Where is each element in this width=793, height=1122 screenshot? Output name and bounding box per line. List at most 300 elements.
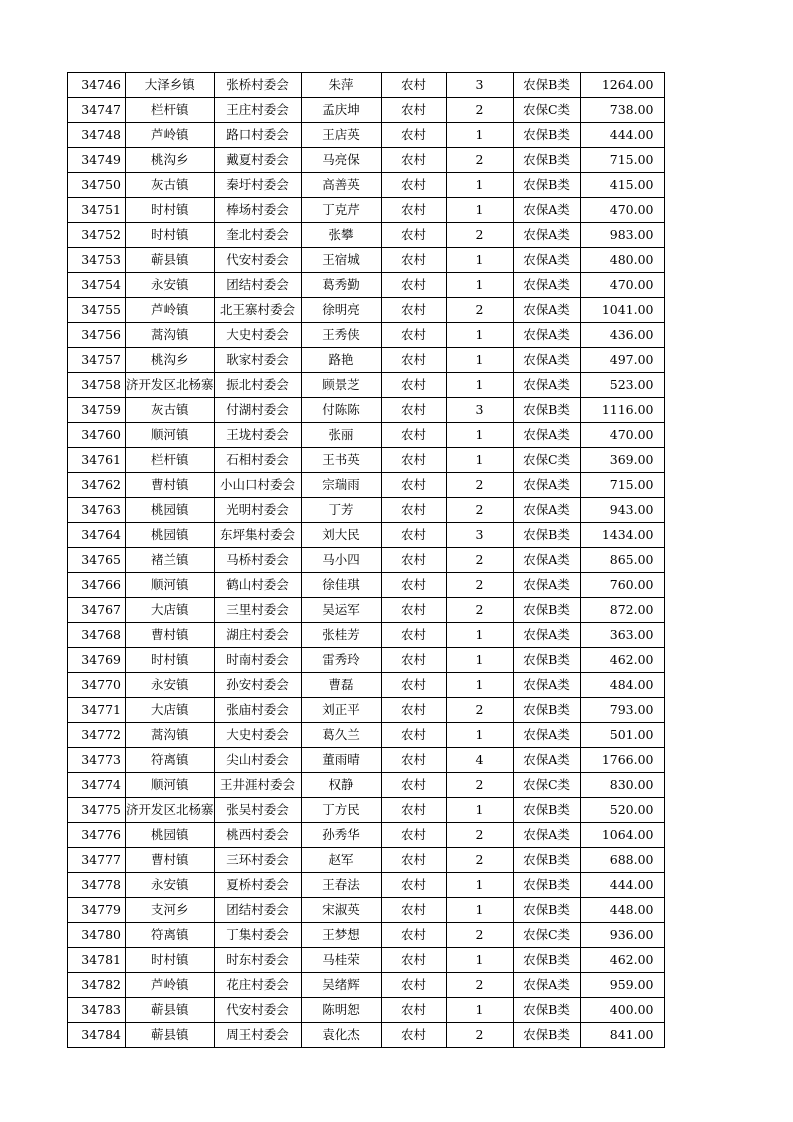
town-cell: 栏杆镇	[126, 98, 215, 123]
amount-cell: 520.00	[580, 798, 664, 823]
household-count-cell: 1	[446, 998, 513, 1023]
town-cell: 大店镇	[126, 598, 215, 623]
household-count-cell: 1	[446, 273, 513, 298]
household-count-cell: 2	[446, 98, 513, 123]
insurance-category-cell: 农保A类	[513, 723, 580, 748]
village-committee-cell: 尖山村委会	[214, 748, 301, 773]
town-cell: 顺河镇	[126, 573, 215, 598]
record-id-cell: 34769	[68, 648, 126, 673]
amount-cell: 497.00	[580, 348, 664, 373]
village-committee-cell: 马桥村委会	[214, 548, 301, 573]
record-id-cell: 34759	[68, 398, 126, 423]
household-type-cell: 农村	[381, 823, 446, 848]
table-row	[68, 348, 665, 373]
town-cell: 永安镇	[126, 873, 215, 898]
insurance-category-cell: 农保B类	[513, 173, 580, 198]
insurance-category-cell: 农保B类	[513, 898, 580, 923]
person-name-cell: 宗瑞雨	[301, 473, 381, 498]
town-cell: 曹村镇	[126, 473, 215, 498]
amount-cell: 830.00	[580, 773, 664, 798]
table-row	[68, 273, 665, 298]
household-type-cell: 农村	[381, 673, 446, 698]
household-count-cell: 1	[446, 948, 513, 973]
village-committee-cell: 小山口村委会	[214, 473, 301, 498]
amount-cell: 738.00	[580, 98, 664, 123]
table-row	[68, 723, 665, 748]
village-committee-cell: 大史村委会	[214, 723, 301, 748]
record-id-cell: 34761	[68, 448, 126, 473]
village-committee-cell: 花庄村委会	[214, 973, 301, 998]
household-type-cell: 农村	[381, 798, 446, 823]
town-cell: 桃沟乡	[126, 348, 215, 373]
record-id-cell: 34753	[68, 248, 126, 273]
record-id-cell: 34757	[68, 348, 126, 373]
table-row	[68, 873, 665, 898]
village-committee-cell: 石相村委会	[214, 448, 301, 473]
town-cell: 顺河镇	[126, 773, 215, 798]
table-row	[68, 298, 665, 323]
household-type-cell: 农村	[381, 898, 446, 923]
amount-cell: 943.00	[580, 498, 664, 523]
household-type-cell: 农村	[381, 748, 446, 773]
village-committee-cell: 耿家村委会	[214, 348, 301, 373]
village-committee-cell: 张庙村委会	[214, 698, 301, 723]
household-count-cell: 2	[446, 598, 513, 623]
household-type-cell: 农村	[381, 723, 446, 748]
village-committee-cell: 东坪集村委会	[214, 523, 301, 548]
table-row	[68, 523, 665, 548]
record-id-cell: 34755	[68, 298, 126, 323]
insurance-category-cell: 农保A类	[513, 573, 580, 598]
household-type-cell: 农村	[381, 273, 446, 298]
table-row	[68, 898, 665, 923]
person-name-cell: 丁克芹	[301, 198, 381, 223]
village-committee-cell: 王井涯村委会	[214, 773, 301, 798]
household-count-cell: 2	[446, 823, 513, 848]
insurance-category-cell: 农保B类	[513, 148, 580, 173]
record-id-cell: 34756	[68, 323, 126, 348]
table-row	[68, 123, 665, 148]
record-id-cell: 34750	[68, 173, 126, 198]
household-type-cell: 农村	[381, 548, 446, 573]
person-name-cell: 马桂荣	[301, 948, 381, 973]
household-count-cell: 2	[446, 473, 513, 498]
insurance-category-cell: 农保A类	[513, 298, 580, 323]
amount-cell: 1264.00	[580, 73, 664, 98]
town-cell: 顺河镇	[126, 423, 215, 448]
town-cell: 时村镇	[126, 198, 215, 223]
village-committee-cell: 丁集村委会	[214, 923, 301, 948]
amount-cell: 872.00	[580, 598, 664, 623]
household-type-cell: 农村	[381, 398, 446, 423]
household-count-cell: 1	[446, 448, 513, 473]
insurance-category-cell: 农保B类	[513, 698, 580, 723]
town-cell: 曹村镇	[126, 623, 215, 648]
town-cell: 符离镇	[126, 748, 215, 773]
household-count-cell: 3	[446, 73, 513, 98]
table-row	[68, 1023, 665, 1048]
household-count-cell: 1	[446, 673, 513, 698]
household-type-cell: 农村	[381, 698, 446, 723]
person-name-cell: 雷秀玲	[301, 648, 381, 673]
person-name-cell: 朱萍	[301, 73, 381, 98]
insurance-category-cell: 农保A类	[513, 973, 580, 998]
village-committee-cell: 振北村委会	[214, 373, 301, 398]
person-name-cell: 吴绪辉	[301, 973, 381, 998]
amount-cell: 470.00	[580, 273, 664, 298]
table-body	[68, 73, 665, 1048]
village-committee-cell: 王庄村委会	[214, 98, 301, 123]
town-cell: 大店镇	[126, 698, 215, 723]
town-cell: 蕲县镇	[126, 1023, 215, 1048]
record-id-cell: 34783	[68, 998, 126, 1023]
table-row	[68, 498, 665, 523]
household-count-cell: 2	[446, 573, 513, 598]
household-type-cell: 农村	[381, 98, 446, 123]
table-row	[68, 798, 665, 823]
record-id-cell: 34749	[68, 148, 126, 173]
person-name-cell: 王店英	[301, 123, 381, 148]
table-row	[68, 198, 665, 223]
insurance-category-cell: 农保B类	[513, 998, 580, 1023]
record-id-cell: 34760	[68, 423, 126, 448]
household-count-cell: 1	[446, 348, 513, 373]
village-committee-cell: 秦圩村委会	[214, 173, 301, 198]
village-committee-cell: 北王寨村委会	[214, 298, 301, 323]
person-name-cell: 徐佳琪	[301, 573, 381, 598]
amount-cell: 436.00	[580, 323, 664, 348]
household-count-cell: 1	[446, 173, 513, 198]
household-count-cell: 4	[446, 748, 513, 773]
village-committee-cell: 三里村委会	[214, 598, 301, 623]
person-name-cell: 付陈陈	[301, 398, 381, 423]
table-row	[68, 748, 665, 773]
household-type-cell: 农村	[381, 573, 446, 598]
amount-cell: 400.00	[580, 998, 664, 1023]
insurance-category-cell: 农保B类	[513, 123, 580, 148]
person-name-cell: 葛久兰	[301, 723, 381, 748]
village-committee-cell: 代安村委会	[214, 248, 301, 273]
person-name-cell: 孟庆坤	[301, 98, 381, 123]
amount-cell: 369.00	[580, 448, 664, 473]
household-count-cell: 1	[446, 198, 513, 223]
household-count-cell: 1	[446, 873, 513, 898]
household-count-cell: 1	[446, 798, 513, 823]
amount-cell: 480.00	[580, 248, 664, 273]
table-row	[68, 223, 665, 248]
amount-cell: 1064.00	[580, 823, 664, 848]
table-row	[68, 948, 665, 973]
town-cell: 曹村镇	[126, 848, 215, 873]
record-id-cell: 34780	[68, 923, 126, 948]
household-count-cell: 1	[446, 648, 513, 673]
person-name-cell: 王春法	[301, 873, 381, 898]
insurance-category-cell: 农保C类	[513, 448, 580, 473]
record-id-cell: 34770	[68, 673, 126, 698]
person-name-cell: 袁化杰	[301, 1023, 381, 1048]
table-row	[68, 998, 665, 1023]
insurance-category-cell: 农保B类	[513, 848, 580, 873]
household-type-cell: 农村	[381, 973, 446, 998]
record-id-cell: 34771	[68, 698, 126, 723]
household-count-cell: 2	[446, 1023, 513, 1048]
amount-cell: 363.00	[580, 623, 664, 648]
insurance-category-cell: 农保A类	[513, 248, 580, 273]
record-id-cell: 34775	[68, 798, 126, 823]
record-id-cell: 34781	[68, 948, 126, 973]
table-row	[68, 548, 665, 573]
insurance-category-cell: 农保A类	[513, 673, 580, 698]
table-row	[68, 673, 665, 698]
insurance-category-cell: 农保B类	[513, 948, 580, 973]
person-name-cell: 丁方民	[301, 798, 381, 823]
household-count-cell: 1	[446, 323, 513, 348]
household-type-cell: 农村	[381, 598, 446, 623]
amount-cell: 1041.00	[580, 298, 664, 323]
table-row	[68, 648, 665, 673]
household-count-cell: 2	[446, 848, 513, 873]
town-cell: 栏杆镇	[126, 448, 215, 473]
record-id-cell: 34748	[68, 123, 126, 148]
village-committee-cell: 周王村委会	[214, 1023, 301, 1048]
insurance-category-cell: 农保A类	[513, 198, 580, 223]
town-cell: 时村镇	[126, 223, 215, 248]
amount-cell: 983.00	[580, 223, 664, 248]
record-id-cell: 34762	[68, 473, 126, 498]
town-cell: 时村镇	[126, 648, 215, 673]
town-cell: 蒿沟镇	[126, 323, 215, 348]
table-row	[68, 923, 665, 948]
amount-cell: 444.00	[580, 123, 664, 148]
insurance-category-cell: 农保A类	[513, 223, 580, 248]
insurance-category-cell: 农保A类	[513, 548, 580, 573]
household-type-cell: 农村	[381, 648, 446, 673]
household-count-cell: 1	[446, 623, 513, 648]
amount-cell: 448.00	[580, 898, 664, 923]
person-name-cell: 刘大民	[301, 523, 381, 548]
person-name-cell: 王秀侠	[301, 323, 381, 348]
person-name-cell: 路艳	[301, 348, 381, 373]
household-count-cell: 2	[446, 148, 513, 173]
household-type-cell: 农村	[381, 998, 446, 1023]
household-type-cell: 农村	[381, 623, 446, 648]
person-name-cell: 马小四	[301, 548, 381, 573]
amount-cell: 715.00	[580, 473, 664, 498]
person-name-cell: 权静	[301, 773, 381, 798]
person-name-cell: 葛秀勤	[301, 273, 381, 298]
insurance-category-cell: 农保A类	[513, 623, 580, 648]
person-name-cell: 丁芳	[301, 498, 381, 523]
amount-cell: 462.00	[580, 648, 664, 673]
town-cell: 桃园镇	[126, 498, 215, 523]
household-count-cell: 2	[446, 548, 513, 573]
table-row	[68, 98, 665, 123]
village-committee-cell: 光明村委会	[214, 498, 301, 523]
insurance-category-cell: 农保C类	[513, 773, 580, 798]
amount-cell: 1116.00	[580, 398, 664, 423]
insurance-category-cell: 农保A类	[513, 348, 580, 373]
household-count-cell: 3	[446, 523, 513, 548]
household-type-cell: 农村	[381, 923, 446, 948]
insurance-category-cell: 农保B类	[513, 798, 580, 823]
amount-cell: 841.00	[580, 1023, 664, 1048]
amount-cell: 501.00	[580, 723, 664, 748]
record-id-cell: 34768	[68, 623, 126, 648]
household-count-cell: 2	[446, 923, 513, 948]
amount-cell: 793.00	[580, 698, 664, 723]
insurance-category-cell: 农保A类	[513, 373, 580, 398]
record-id-cell: 34746	[68, 73, 126, 98]
village-committee-cell: 张吴村委会	[214, 798, 301, 823]
table-row	[68, 473, 665, 498]
town-cell: 蕲县镇	[126, 248, 215, 273]
amount-cell: 484.00	[580, 673, 664, 698]
data-table	[67, 72, 665, 1048]
town-cell: 支河乡	[126, 898, 215, 923]
record-id-cell: 34782	[68, 973, 126, 998]
table-row	[68, 773, 665, 798]
insurance-category-cell: 农保A类	[513, 748, 580, 773]
household-type-cell: 农村	[381, 498, 446, 523]
insurance-category-cell: 农保A类	[513, 823, 580, 848]
village-committee-cell: 路口村委会	[214, 123, 301, 148]
record-id-cell: 34774	[68, 773, 126, 798]
village-committee-cell: 王垅村委会	[214, 423, 301, 448]
amount-cell: 936.00	[580, 923, 664, 948]
village-committee-cell: 团结村委会	[214, 273, 301, 298]
record-id-cell: 34778	[68, 873, 126, 898]
table-row	[68, 848, 665, 873]
person-name-cell: 徐明亮	[301, 298, 381, 323]
town-cell: 灰古镇	[126, 398, 215, 423]
person-name-cell: 刘正平	[301, 698, 381, 723]
household-count-cell: 1	[446, 423, 513, 448]
village-committee-cell: 三环村委会	[214, 848, 301, 873]
insurance-category-cell: 农保B类	[513, 873, 580, 898]
record-id-cell: 34773	[68, 748, 126, 773]
town-cell: 大泽乡镇	[126, 73, 215, 98]
amount-cell: 959.00	[580, 973, 664, 998]
household-type-cell: 农村	[381, 348, 446, 373]
household-count-cell: 2	[446, 498, 513, 523]
village-committee-cell: 大史村委会	[214, 323, 301, 348]
insurance-category-cell: 农保B类	[513, 1023, 580, 1048]
record-id-cell: 34765	[68, 548, 126, 573]
household-type-cell: 农村	[381, 1023, 446, 1048]
town-cell: 芦岭镇	[126, 298, 215, 323]
record-id-cell: 34779	[68, 898, 126, 923]
household-count-cell: 1	[446, 248, 513, 273]
record-id-cell: 34777	[68, 848, 126, 873]
amount-cell: 415.00	[580, 173, 664, 198]
household-type-cell: 农村	[381, 373, 446, 398]
person-name-cell: 董雨晴	[301, 748, 381, 773]
household-count-cell: 1	[446, 723, 513, 748]
town-cell: 芦岭镇	[126, 123, 215, 148]
village-committee-cell: 付湖村委会	[214, 398, 301, 423]
record-id-cell: 34764	[68, 523, 126, 548]
record-id-cell: 34767	[68, 598, 126, 623]
insurance-category-cell: 农保A类	[513, 323, 580, 348]
amount-cell: 1434.00	[580, 523, 664, 548]
table-row	[68, 423, 665, 448]
insurance-category-cell: 农保A类	[513, 273, 580, 298]
household-type-cell: 农村	[381, 523, 446, 548]
town-cell: 桃园镇	[126, 823, 215, 848]
village-committee-cell: 桃西村委会	[214, 823, 301, 848]
table-row	[68, 623, 665, 648]
household-type-cell: 农村	[381, 448, 446, 473]
household-count-cell: 2	[446, 773, 513, 798]
amount-cell: 470.00	[580, 198, 664, 223]
amount-cell: 865.00	[580, 548, 664, 573]
household-type-cell: 农村	[381, 198, 446, 223]
town-cell: 蒿沟镇	[126, 723, 215, 748]
person-name-cell: 吴运军	[301, 598, 381, 623]
town-cell: 济开发区北杨寨	[126, 373, 215, 398]
person-name-cell: 宋淑英	[301, 898, 381, 923]
person-name-cell: 曹磊	[301, 673, 381, 698]
town-cell: 桃沟乡	[126, 148, 215, 173]
insurance-category-cell: 农保B类	[513, 398, 580, 423]
insurance-category-cell: 农保B类	[513, 598, 580, 623]
person-name-cell: 马亮保	[301, 148, 381, 173]
household-type-cell: 农村	[381, 123, 446, 148]
household-count-cell: 1	[446, 898, 513, 923]
village-committee-cell: 奎北村委会	[214, 223, 301, 248]
record-id-cell: 34754	[68, 273, 126, 298]
person-name-cell: 王书英	[301, 448, 381, 473]
record-id-cell: 34747	[68, 98, 126, 123]
village-committee-cell: 鹤山村委会	[214, 573, 301, 598]
table-row	[68, 573, 665, 598]
table-row	[68, 173, 665, 198]
town-cell: 蕲县镇	[126, 998, 215, 1023]
person-name-cell: 张丽	[301, 423, 381, 448]
table-row	[68, 598, 665, 623]
village-committee-cell: 湖庄村委会	[214, 623, 301, 648]
household-count-cell: 3	[446, 398, 513, 423]
table-row	[68, 73, 665, 98]
household-type-cell: 农村	[381, 473, 446, 498]
village-committee-cell: 孙安村委会	[214, 673, 301, 698]
table-row	[68, 973, 665, 998]
household-type-cell: 农村	[381, 148, 446, 173]
table-row	[68, 398, 665, 423]
household-type-cell: 农村	[381, 248, 446, 273]
household-count-cell: 2	[446, 973, 513, 998]
household-count-cell: 1	[446, 373, 513, 398]
village-committee-cell: 夏桥村委会	[214, 873, 301, 898]
insurance-category-cell: 农保A类	[513, 498, 580, 523]
town-cell: 永安镇	[126, 673, 215, 698]
insurance-category-cell: 农保B类	[513, 648, 580, 673]
village-committee-cell: 团结村委会	[214, 898, 301, 923]
record-id-cell: 34752	[68, 223, 126, 248]
town-cell: 褚兰镇	[126, 548, 215, 573]
household-count-cell: 2	[446, 298, 513, 323]
household-count-cell: 1	[446, 123, 513, 148]
insurance-category-cell: 农保C类	[513, 98, 580, 123]
insurance-category-cell: 农保B类	[513, 523, 580, 548]
table-row	[68, 448, 665, 473]
record-id-cell: 34758	[68, 373, 126, 398]
amount-cell: 760.00	[580, 573, 664, 598]
town-cell: 永安镇	[126, 273, 215, 298]
village-committee-cell: 棒场村委会	[214, 198, 301, 223]
table-row	[68, 148, 665, 173]
person-name-cell: 王梦想	[301, 923, 381, 948]
